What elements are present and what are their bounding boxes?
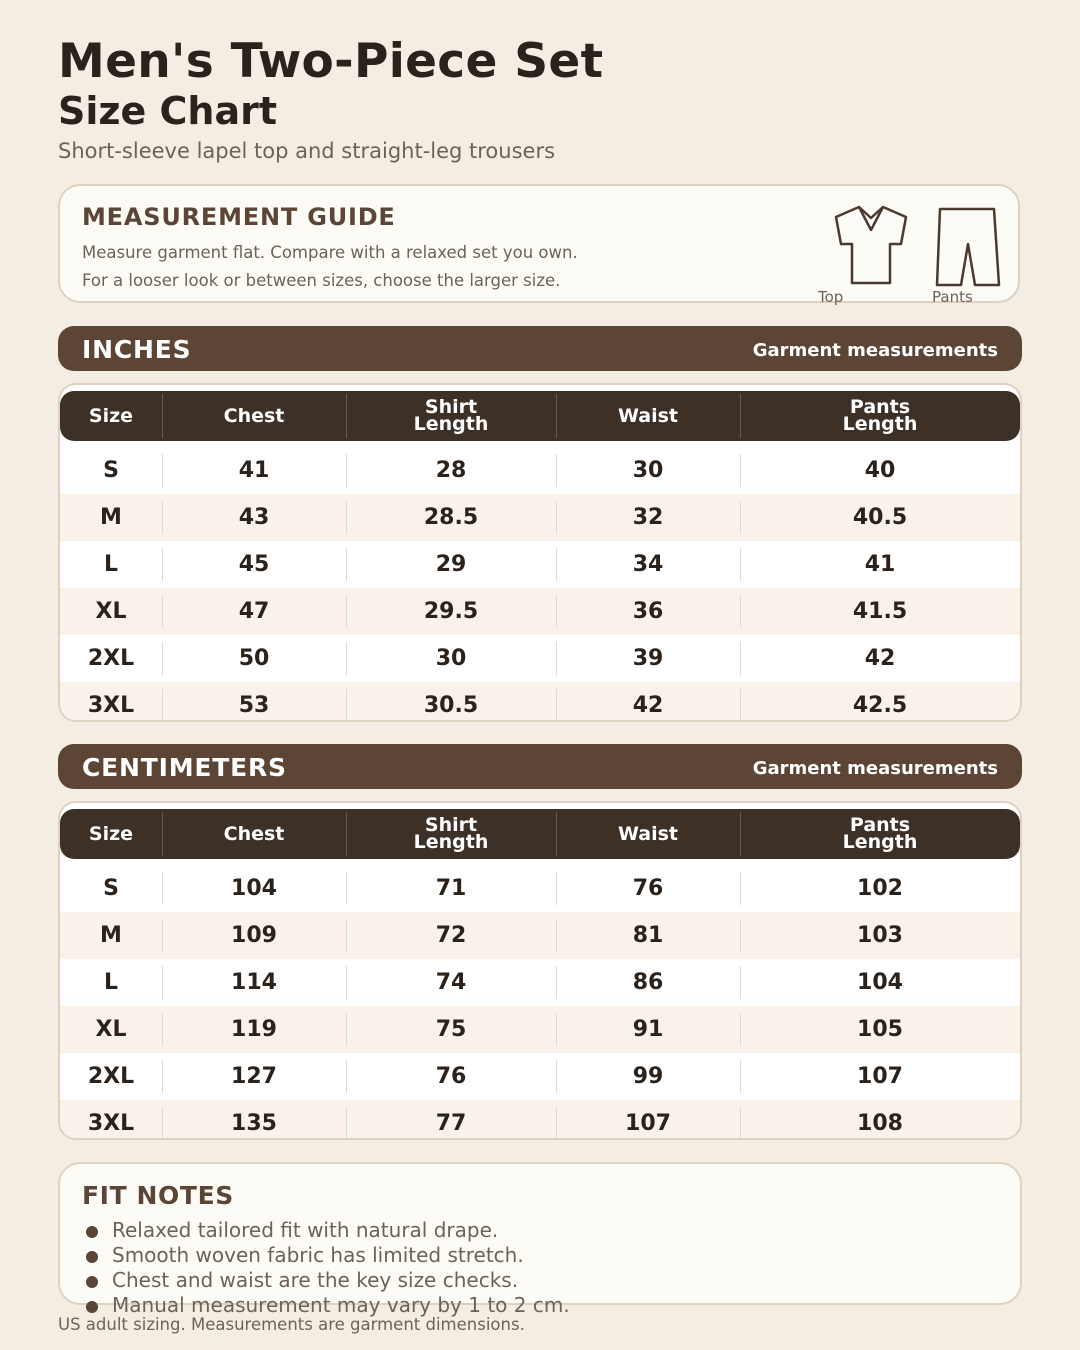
column-header: Size xyxy=(88,822,134,845)
inches-section-band xyxy=(58,326,1022,371)
table-row xyxy=(60,1100,1020,1140)
measurement-cell: 45 xyxy=(162,541,346,588)
measurement-cell: 53 xyxy=(162,682,346,722)
size-cell: M xyxy=(100,505,122,530)
inches-section-note: Garment measurements xyxy=(752,340,998,361)
column-header: Chest xyxy=(162,809,346,859)
column-header: Pants Length xyxy=(740,809,1020,859)
centimeters-section-note: Garment measurements xyxy=(752,758,998,779)
measurement-cell: 30 xyxy=(556,447,740,494)
size-cell: S xyxy=(103,876,119,901)
measurement-cell: 43 xyxy=(162,494,346,541)
measurement-cell: 39 xyxy=(556,635,740,682)
size-cell: 3XL xyxy=(87,1111,135,1136)
measurement-cell: 86 xyxy=(556,959,740,1006)
measurement-cell: 41 xyxy=(162,447,346,494)
measurement-cell: 36 xyxy=(556,588,740,635)
guide-title: MEASUREMENT GUIDE xyxy=(82,203,396,231)
centimeters-section-band xyxy=(58,744,1022,789)
bullet-icon xyxy=(86,1276,98,1288)
measurement-cell: 41 xyxy=(740,541,1020,588)
measurement-cell: 119 xyxy=(162,1006,346,1053)
guide-line: Measure garment flat. Compare with a relaxed set you own. xyxy=(82,243,578,262)
measurement-cell: 34 xyxy=(556,541,740,588)
measurement-cell: 29.5 xyxy=(346,588,556,635)
table-row xyxy=(60,1006,1020,1053)
column-header: Waist xyxy=(556,391,740,441)
size-cell: 2XL xyxy=(87,1064,135,1089)
table-header xyxy=(60,809,1020,859)
measurement-cell: 72 xyxy=(346,912,556,959)
column-header: Waist xyxy=(556,809,740,859)
measurement-cell: 29 xyxy=(346,541,556,588)
size-cell: S xyxy=(103,458,119,483)
table-header xyxy=(60,391,1020,441)
table-row xyxy=(60,494,1020,541)
measurement-cell: 42.5 xyxy=(740,682,1020,722)
pants-icon-label: Pants xyxy=(932,288,973,306)
table-row xyxy=(60,959,1020,1006)
footer-note: US adult sizing. Measurements are garment dimensions. xyxy=(58,1315,525,1334)
measurement-cell: 81 xyxy=(556,912,740,959)
measurement-cell: 42 xyxy=(556,682,740,722)
measurement-cell: 47 xyxy=(162,588,346,635)
table-row xyxy=(60,1053,1020,1100)
bullet-icon xyxy=(86,1301,98,1313)
measurement-cell: 28 xyxy=(346,447,556,494)
page-subtitle: Size Chart xyxy=(58,89,278,133)
table-row xyxy=(60,635,1020,682)
measurement-cell: 30 xyxy=(346,635,556,682)
measurement-cell: 30.5 xyxy=(346,682,556,722)
inches-size-table xyxy=(58,383,1022,722)
measurement-cell: 114 xyxy=(162,959,346,1006)
column-header: Size xyxy=(88,404,134,427)
measurement-cell: 28.5 xyxy=(346,494,556,541)
bullet-icon xyxy=(86,1226,98,1238)
size-cell: 2XL xyxy=(87,646,135,671)
measurement-cell: 71 xyxy=(346,865,556,912)
measurement-cell: 76 xyxy=(556,865,740,912)
top-icon-label: Top xyxy=(818,288,844,306)
measurement-cell: 40.5 xyxy=(740,494,1020,541)
measurement-cell: 104 xyxy=(162,865,346,912)
measurement-cell: 77 xyxy=(346,1100,556,1140)
measurement-cell: 107 xyxy=(740,1053,1020,1100)
inches-section-title: INCHES xyxy=(82,335,192,364)
table-row xyxy=(60,447,1020,494)
page-title: Men's Two-Piece Set xyxy=(58,34,604,89)
measurement-guide-card xyxy=(58,184,1020,306)
size-cell: XL xyxy=(95,1017,127,1042)
column-header: Shirt Length xyxy=(346,809,556,859)
product-description: Short-sleeve lapel top and straight-leg trousers xyxy=(58,139,556,163)
measurement-cell: 103 xyxy=(740,912,1020,959)
measurement-cell: 108 xyxy=(740,1100,1020,1140)
measurement-cell: 42 xyxy=(740,635,1020,682)
fit-notes-title: FIT NOTES xyxy=(82,1181,234,1210)
measurement-cell: 75 xyxy=(346,1006,556,1053)
measurement-cell: 102 xyxy=(740,865,1020,912)
measurement-cell: 135 xyxy=(162,1100,346,1140)
measurement-cell: 41.5 xyxy=(740,588,1020,635)
measurement-cell: 104 xyxy=(740,959,1020,1006)
size-cell: 3XL xyxy=(87,693,135,718)
pants-icon xyxy=(934,206,1002,288)
shirt-icon xyxy=(832,204,910,286)
measurement-cell: 76 xyxy=(346,1053,556,1100)
table-row xyxy=(60,541,1020,588)
size-cell: L xyxy=(103,552,119,577)
measurement-cell: 91 xyxy=(556,1006,740,1053)
bullet-icon xyxy=(86,1251,98,1263)
column-header: Chest xyxy=(162,391,346,441)
measurement-cell: 109 xyxy=(162,912,346,959)
measurement-cell: 99 xyxy=(556,1053,740,1100)
column-header: Pants Length xyxy=(740,391,1020,441)
table-row xyxy=(60,682,1020,722)
measurement-cell: 40 xyxy=(740,447,1020,494)
measurement-cell: 50 xyxy=(162,635,346,682)
size-cell: XL xyxy=(95,599,127,624)
measurement-cell: 127 xyxy=(162,1053,346,1100)
guide-line: For a looser look or between sizes, choose the larger size. xyxy=(82,271,561,290)
table-row xyxy=(60,865,1020,912)
size-cell: M xyxy=(100,923,122,948)
centimeters-section-title: CENTIMETERS xyxy=(82,753,287,782)
fit-notes-card: FIT NOTES Relaxed tailored fit with natural drape. Smooth woven fabric has limited stretch. Chest and waist are the key size checks. Manual measurement may vary by 1 to 2 cm. xyxy=(58,1162,1022,1305)
size-cell: L xyxy=(103,970,119,995)
measurement-cell: 105 xyxy=(740,1006,1020,1053)
table-row xyxy=(60,912,1020,959)
measurement-cell: 107 xyxy=(556,1100,740,1140)
column-header: Shirt Length xyxy=(346,391,556,441)
centimeters-size-table xyxy=(58,801,1022,1140)
measurement-cell: 32 xyxy=(556,494,740,541)
table-row xyxy=(60,588,1020,635)
measurement-cell: 74 xyxy=(346,959,556,1006)
